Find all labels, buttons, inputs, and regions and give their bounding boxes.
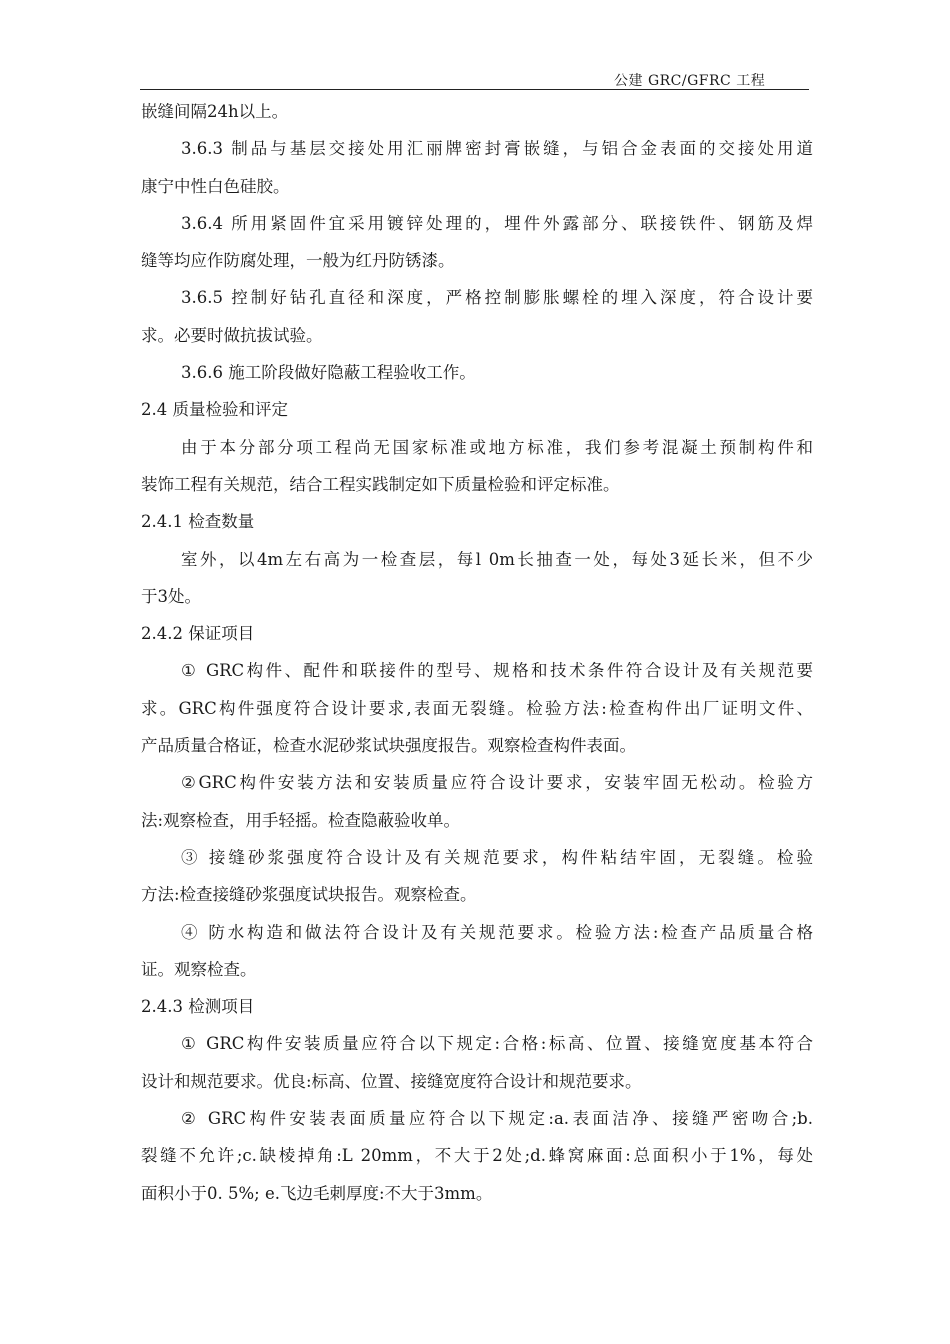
text-line: 3.6.3 制品与基层交接处用汇丽牌密封膏嵌缝，与铝合金表面的交接处用道 — [181, 139, 813, 159]
text-line: 设计和规范要求。优良:标高、位置、接缝宽度符合设计和规范要求。 — [141, 1071, 642, 1091]
text-line: ③ 接缝砂浆强度符合设计及有关规范要求，构件粘结牢固，无裂缝。检验 — [181, 847, 813, 867]
text-line: 裂缝不允许;c.缺棱掉角:L 20mm，不大于2处;d.蜂窝麻面:总面积小于1%，每处 — [141, 1146, 813, 1166]
subsection-heading: 2.4.1 检查数量 — [141, 512, 255, 532]
text-line: ① GRC构件、配件和联接件的型号、规格和技术条件符合设计及有关规范要 — [181, 661, 813, 681]
running-header: 公建 GRC/GFRC 工程 — [614, 73, 766, 89]
subsection-heading: 2.4.3 检测项目 — [141, 997, 255, 1017]
text-line: 求。GRC构件强度符合设计要求,表面无裂缝。检验方法:检查构件出厂证明文件、 — [141, 698, 813, 718]
text-line: 产品质量合格证，检查水泥砂浆试块强度报告。观察检查构件表面。 — [141, 736, 636, 756]
text-line: 证。观察检查。 — [141, 959, 257, 979]
text-line: ④ 防水构造和做法符合设计及有关规范要求。检验方法:检查产品质量合格 — [181, 922, 813, 942]
text-line: ② GRC构件安装表面质量应符合以下规定:a.表面洁净、接缝严密吻合;b. — [181, 1109, 813, 1129]
text-line: ① GRC构件安装质量应符合以下规定:合格:标高、位置、接缝宽度基本符合 — [181, 1034, 813, 1054]
text-line: 3.6.4 所用紧固件宜采用镀锌处理的，埋件外露部分、联接铁件、钢筋及焊 — [181, 213, 813, 233]
subsection-heading: 2.4.2 保证项目 — [141, 624, 255, 644]
text-line: 面积小于0. 5%; e.飞边毛刺厚度:不大于3mm。 — [141, 1183, 493, 1203]
header-rule — [140, 89, 809, 90]
text-line: 3.6.6 施工阶段做好隐蔽工程验收工作。 — [181, 363, 476, 383]
text-line: 方法:检查接缝砂浆强度试块报告。观察检查。 — [141, 885, 477, 905]
text-line: ②GRC构件安装方法和安装质量应符合设计要求，安装牢固无松动。检验方 — [181, 773, 813, 793]
text-line: 嵌缝间隔24h以上。 — [141, 102, 289, 121]
document-body — [141, 93, 813, 1212]
text-line: 室外，以4m左右高为一检查层，每l 0m长抽查一处，每处3延长米，但不少 — [181, 549, 813, 569]
text-line: 康宁中性白色硅胶。 — [141, 176, 290, 196]
section-heading: 2.4 质量检验和评定 — [141, 400, 288, 420]
text-line: 由于本分部分项工程尚无国家标准或地方标准，我们参考混凝土预制构件和 — [181, 437, 813, 457]
text-line: 法:观察检查，用手轻摇。检查隐蔽验收单。 — [141, 810, 461, 830]
text-line: 3.6.5 控制好钻孔直径和深度，严格控制膨胀螺栓的埋入深度，符合设计要 — [181, 288, 813, 308]
text-line: 装饰工程有关规范，结合工程实践制定如下质量检验和评定标准。 — [141, 474, 620, 494]
text-line: 求。必要时做抗拔试验。 — [141, 325, 323, 345]
text-line: 于3处。 — [141, 586, 201, 606]
text-line: 缝等均应作防腐处理，一般为红丹防锈漆。 — [141, 251, 455, 271]
